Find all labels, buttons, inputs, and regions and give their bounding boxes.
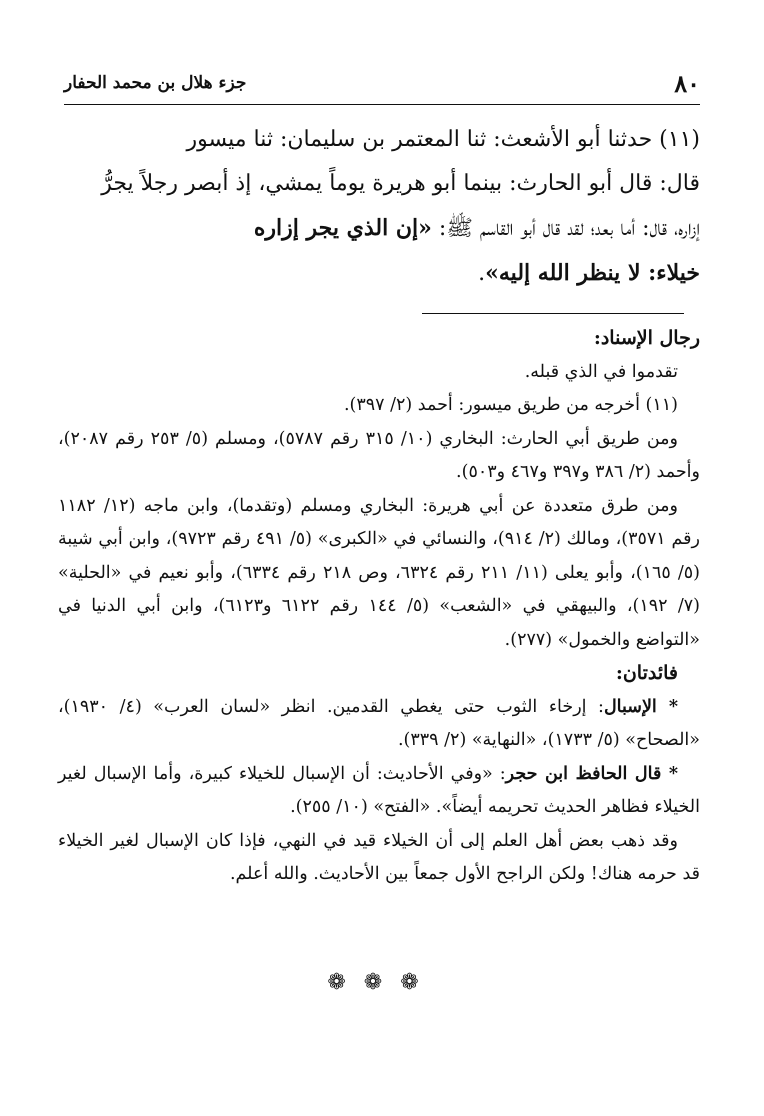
flower-ornament-icon: ❁ [327, 970, 364, 995]
hadith-line [58, 251, 700, 296]
fawaid-text: : إرخاء الثوب حتى يغطي القدمين. انظر «لسان العرب» (٤/ ١٩٣٠)، «الصحاح» (٥/ ١٧٣٣)، «النهاية» (٢/ ٣٣٩). [58, 696, 700, 750]
hadith-line [58, 206, 700, 251]
takhrij-paragraph: (١١) أخرجه من طريق ميسور: أحمد (٢/ ٣٩٧). [343, 395, 678, 415]
hadith-text [58, 118, 700, 296]
prophetic-quote: «إن الذي يجر إزاره [253, 215, 432, 241]
section-end-ornaments [0, 970, 764, 995]
hadith-line: قال: قال أبو الحارث: بينما أبو هريرة يوماً يمشي، إذ أبصر رجلاً يجرُّ [101, 171, 700, 196]
flower-ornament-icon: ❁ [363, 970, 401, 995]
hadith-line: (١١) حدثنا أبو الأشعث: ثنا المعتمر بن سليمان: ثنا ميسور [186, 127, 700, 152]
takhrij-paragraph: ومن طرق متعددة عن أبي هريرة: البخاري ومسلم (وتقدما)، وابن ماجه (١٢/ ١١٨٢ رقم ٣٥٧١)، ومالك (٢/ ٩١٤)، والنسائي في «الكبرى» (٥/ ٤٩١ رقم ٩٧٢٣)، وابن أبي شيبة (٥/ ١٦٥)، وأبو يعلى (١١/ ٢١١ رقم ٦٣٢٤، وص ٢١٨ رقم ٦٣٣٤)، وأبو نعيم في «الحلية» (٧/ ١٩٢)، والبيهقي في «الشعب» (٥/ ١٤٤ رقم ٦١٢٢ و٦١٢٣)، وابن أبي الدنيا في «التواضع والخمول» (٢٧٧). [58, 495, 700, 650]
hadith-segment: إزاره، قال: أما بعد؛ لقد قال أبو القاسم ﷺ: [431, 216, 700, 241]
fawaid-label: * قال الحافظ ابن حجر [505, 763, 679, 784]
page-number: ٨٠ [674, 68, 700, 98]
running-title: جزء هلال بن محمد الحفار [64, 73, 247, 93]
fawaid-item [58, 691, 700, 758]
takhrij-paragraph: ومن طريق أبي الحارث: البخاري (١٠/ ٣١٥ رقم ٥٧٨٧)، ومسلم (٥/ ٢٥٣ رقم ٢٠٨٧)، وأحمد (٢/ ٣٨٦ و٣٩٧ و٤٦٧ و٥٠٣). [58, 428, 700, 482]
isnad-text: تقدموا في الذي قبله. [524, 361, 678, 382]
isnad-heading: رجال الإسناد: [593, 327, 700, 349]
page-header [64, 62, 700, 105]
footnote-divider [422, 313, 684, 314]
prophetic-quote: خيلاء: لا ينظر الله إليه» [485, 260, 700, 286]
fawaid-text: : «وفي الأحاديث: أن الإسبال للخيلاء كبيرة، وأما الإسبال لغير الخيلاء فظاهر الحديث تحريمه أيضاً». «الفتح» (١٠/ ٢٥٥). [58, 763, 700, 817]
fawaid-label: * الإسبال [603, 696, 679, 717]
hadith-segment: . [478, 261, 486, 286]
footnotes [58, 322, 700, 892]
flower-ornament-icon: ❁ [400, 970, 437, 995]
closing-paragraph: وقد ذهب بعض أهل العلم إلى أن الخيلاء قيد في النهي، فإذا كان الإسبال لغير الخيلاء قد حرمه هناك! ولكن الراجح الأول جمعاً بين الأحاديث. والله أعلم. [58, 830, 700, 884]
fawaid-item [58, 758, 700, 825]
fawaid-heading: فائدتان: [615, 662, 678, 684]
